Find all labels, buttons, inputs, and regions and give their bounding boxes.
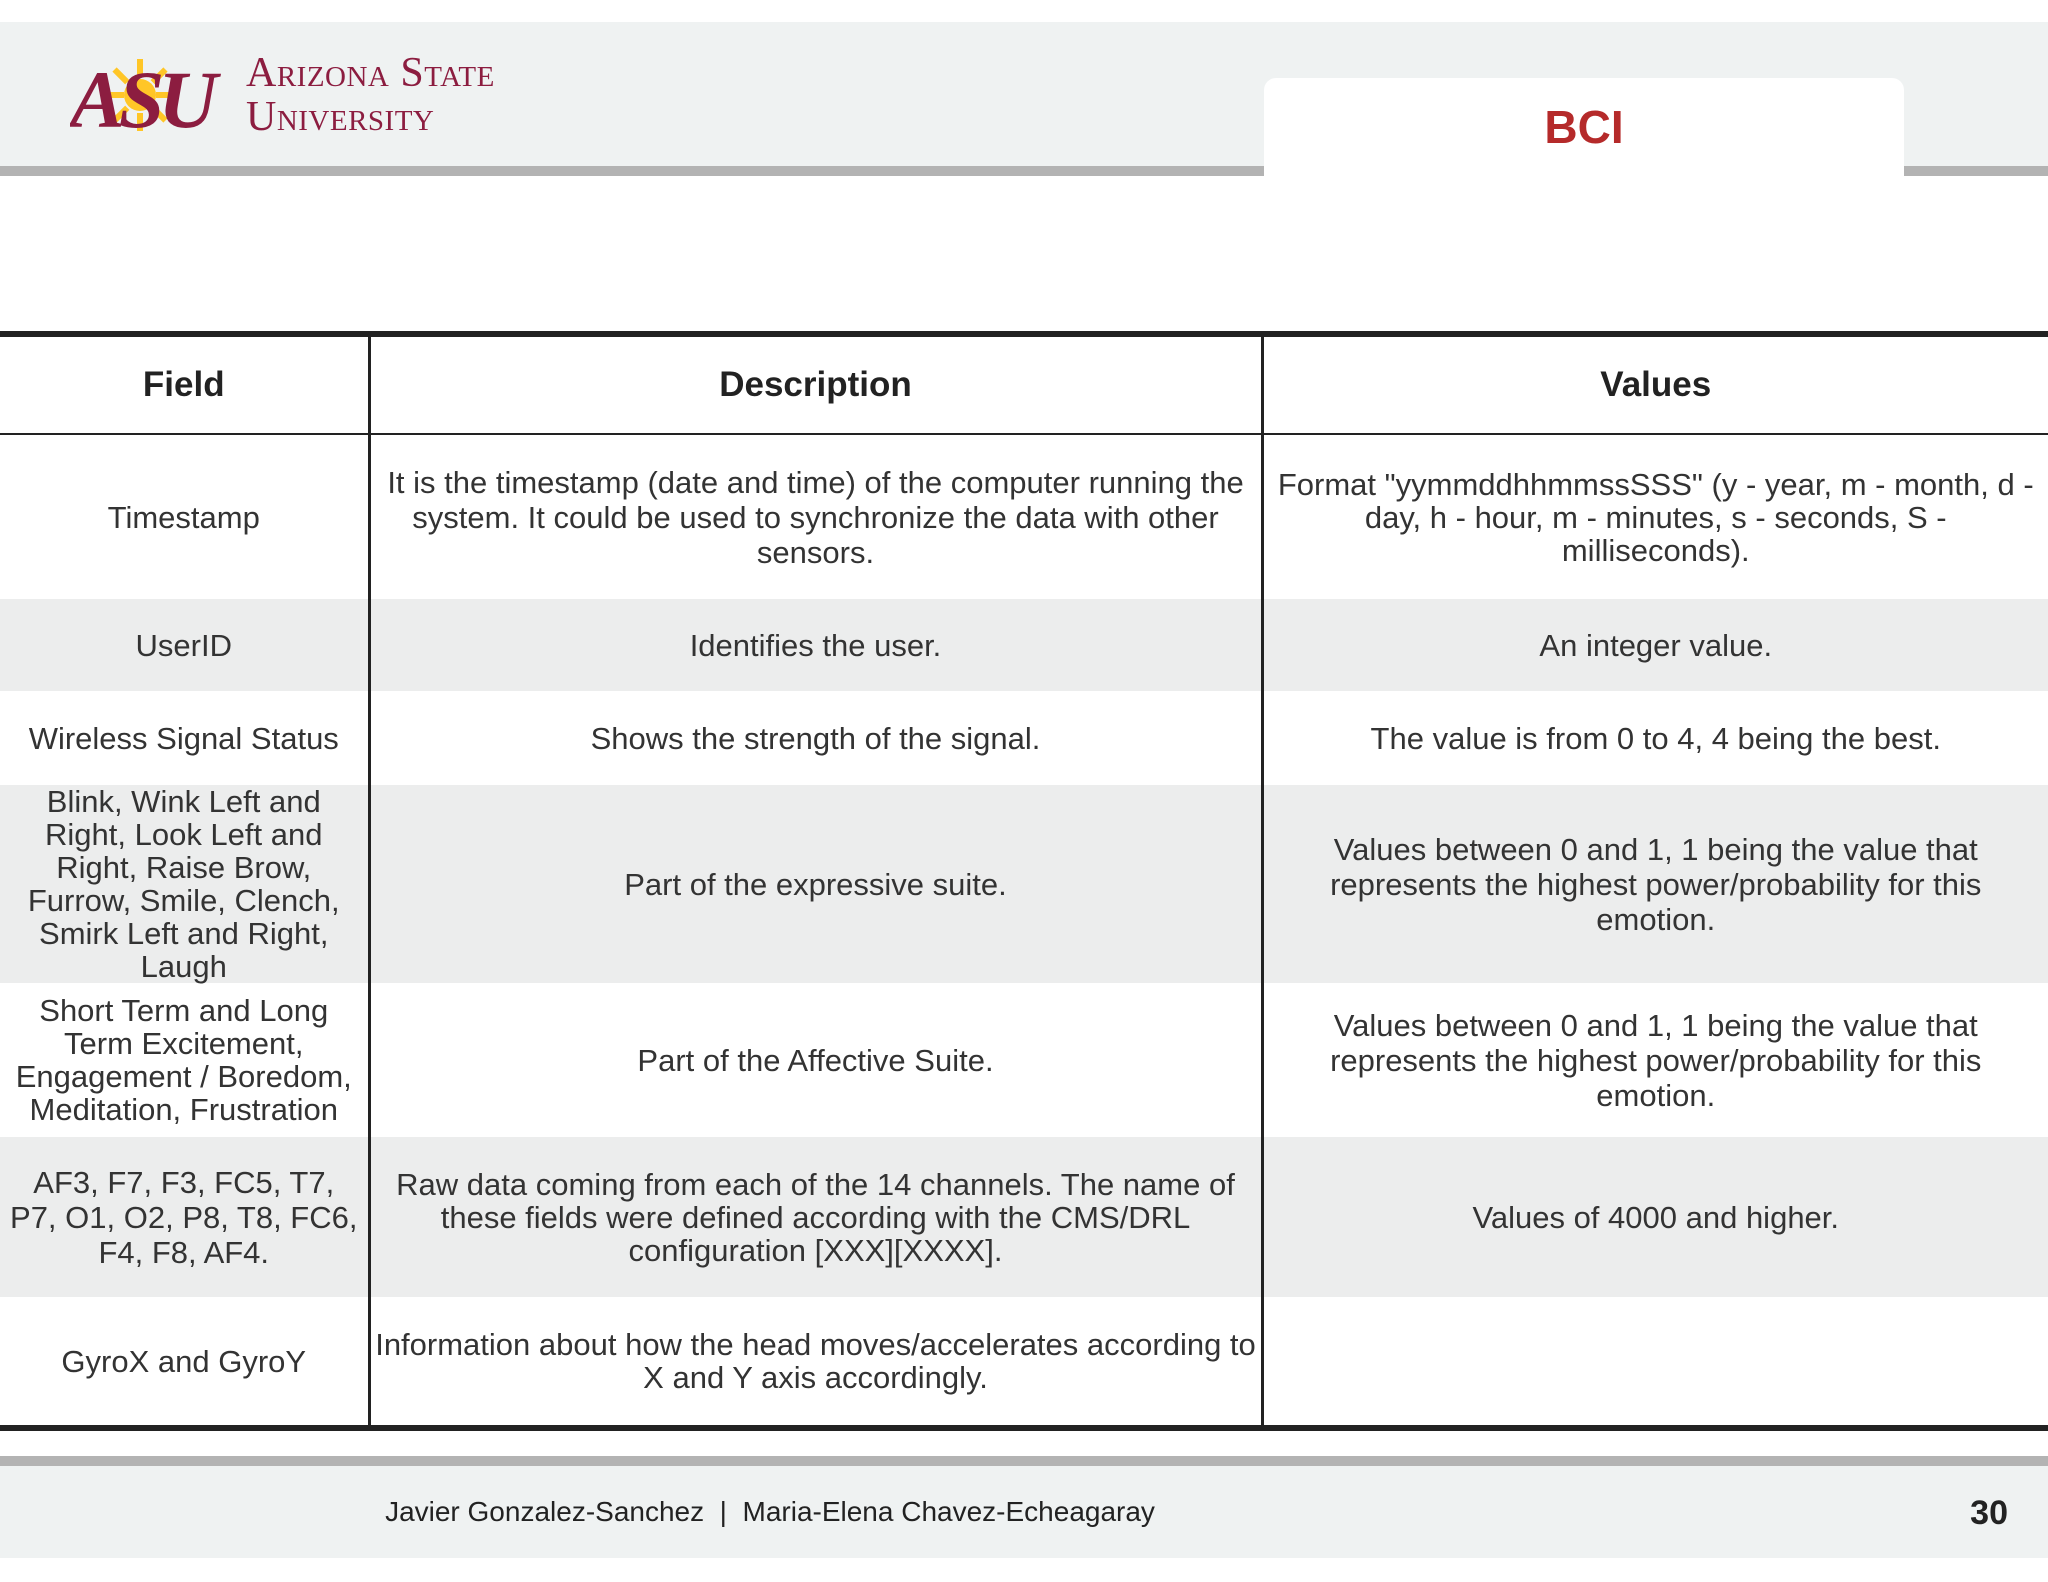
cell-field: AF3, F7, F3, FC5, T7, P7, O1, O2, P8, T8, FC6, F4, F8, AF4. bbox=[0, 1137, 369, 1297]
footer-authors: Javier Gonzalez-Sanchez | Maria-Elena Chavez-Echeagaray bbox=[385, 1496, 1155, 1527]
table-row bbox=[0, 1137, 2048, 1297]
asu-sunburst-icon bbox=[70, 55, 238, 135]
title-tab bbox=[1264, 78, 1904, 186]
header-description: Description bbox=[369, 334, 1262, 434]
table-row bbox=[0, 434, 2048, 599]
cell-values: Values of 4000 and higher. bbox=[1262, 1137, 2048, 1297]
cell-values: Values between 0 and 1, 1 being the value that represents the highest power/probability for this emotion. bbox=[1262, 785, 2048, 983]
cell-description: Part of the Affective Suite. bbox=[369, 983, 1262, 1137]
header-values: Values bbox=[1262, 334, 2048, 434]
cell-description: Part of the expressive suite. bbox=[369, 785, 1262, 983]
cell-description: Information about how the head moves/accelerates according to X and Y axis accordingly. bbox=[369, 1297, 1262, 1428]
header-field: Field bbox=[0, 334, 369, 434]
cell-description: It is the timestamp (date and time) of the computer running the system. It could be used to synchronize the data with other sensors. bbox=[369, 434, 1262, 599]
cell-values: The value is from 0 to 4, 4 being the best. bbox=[1262, 691, 2048, 785]
table-row bbox=[0, 599, 2048, 691]
footer-rule bbox=[0, 1456, 2048, 1466]
fields-table bbox=[0, 331, 2048, 1431]
table-row bbox=[0, 691, 2048, 785]
logo-wordmark bbox=[246, 52, 495, 138]
table-row bbox=[0, 1297, 2048, 1428]
table-row bbox=[0, 983, 2048, 1137]
cell-values: Format "yymmddhhmmssSSS" (y - year, m - month, d - day, h - hour, m - minutes, s - seconds, S - milliseconds). bbox=[1262, 434, 2048, 599]
cell-values bbox=[1262, 1297, 2048, 1428]
asu-logo bbox=[70, 50, 495, 140]
slide-title: BCI bbox=[1544, 101, 1624, 153]
table-row bbox=[0, 785, 2048, 983]
cell-values: An integer value. bbox=[1262, 599, 2048, 691]
cell-field: Timestamp bbox=[107, 499, 260, 535]
table-header-row bbox=[0, 334, 2048, 434]
svg-text:ASU: ASU bbox=[70, 55, 212, 135]
logo-line-2: University bbox=[246, 94, 435, 140]
cell-values: Values between 0 and 1, 1 being the value that represents the highest power/probability for this emotion. bbox=[1262, 983, 2048, 1137]
cell-field: Short Term and Long Term Excitement, Engagement / Boredom, Meditation, Frustration bbox=[15, 993, 352, 1127]
cell-field: Blink, Wink Left and Right, Look Left and Right, Raise Brow, Furrow, Smile, Clench, Smirk Left and Right, Laugh bbox=[0, 785, 369, 983]
top-strip bbox=[0, 0, 2048, 22]
cell-field: Wireless Signal Status bbox=[28, 720, 339, 756]
data-table-wrapper bbox=[0, 331, 2048, 1431]
cell-description: Raw data coming from each of the 14 channels. The name of these fields were defined according with the CMS/DRL configuration [XXX][XXXX]. bbox=[369, 1137, 1262, 1297]
page-number: 30 bbox=[1970, 1494, 2008, 1532]
cell-description: Shows the strength of the signal. bbox=[369, 691, 1262, 785]
cell-field: GyroX and GyroY bbox=[61, 1343, 307, 1379]
cell-description: Identifies the user. bbox=[369, 599, 1262, 691]
logo-line-1: Arizona State bbox=[246, 50, 495, 96]
cell-field: UserID bbox=[0, 599, 369, 691]
